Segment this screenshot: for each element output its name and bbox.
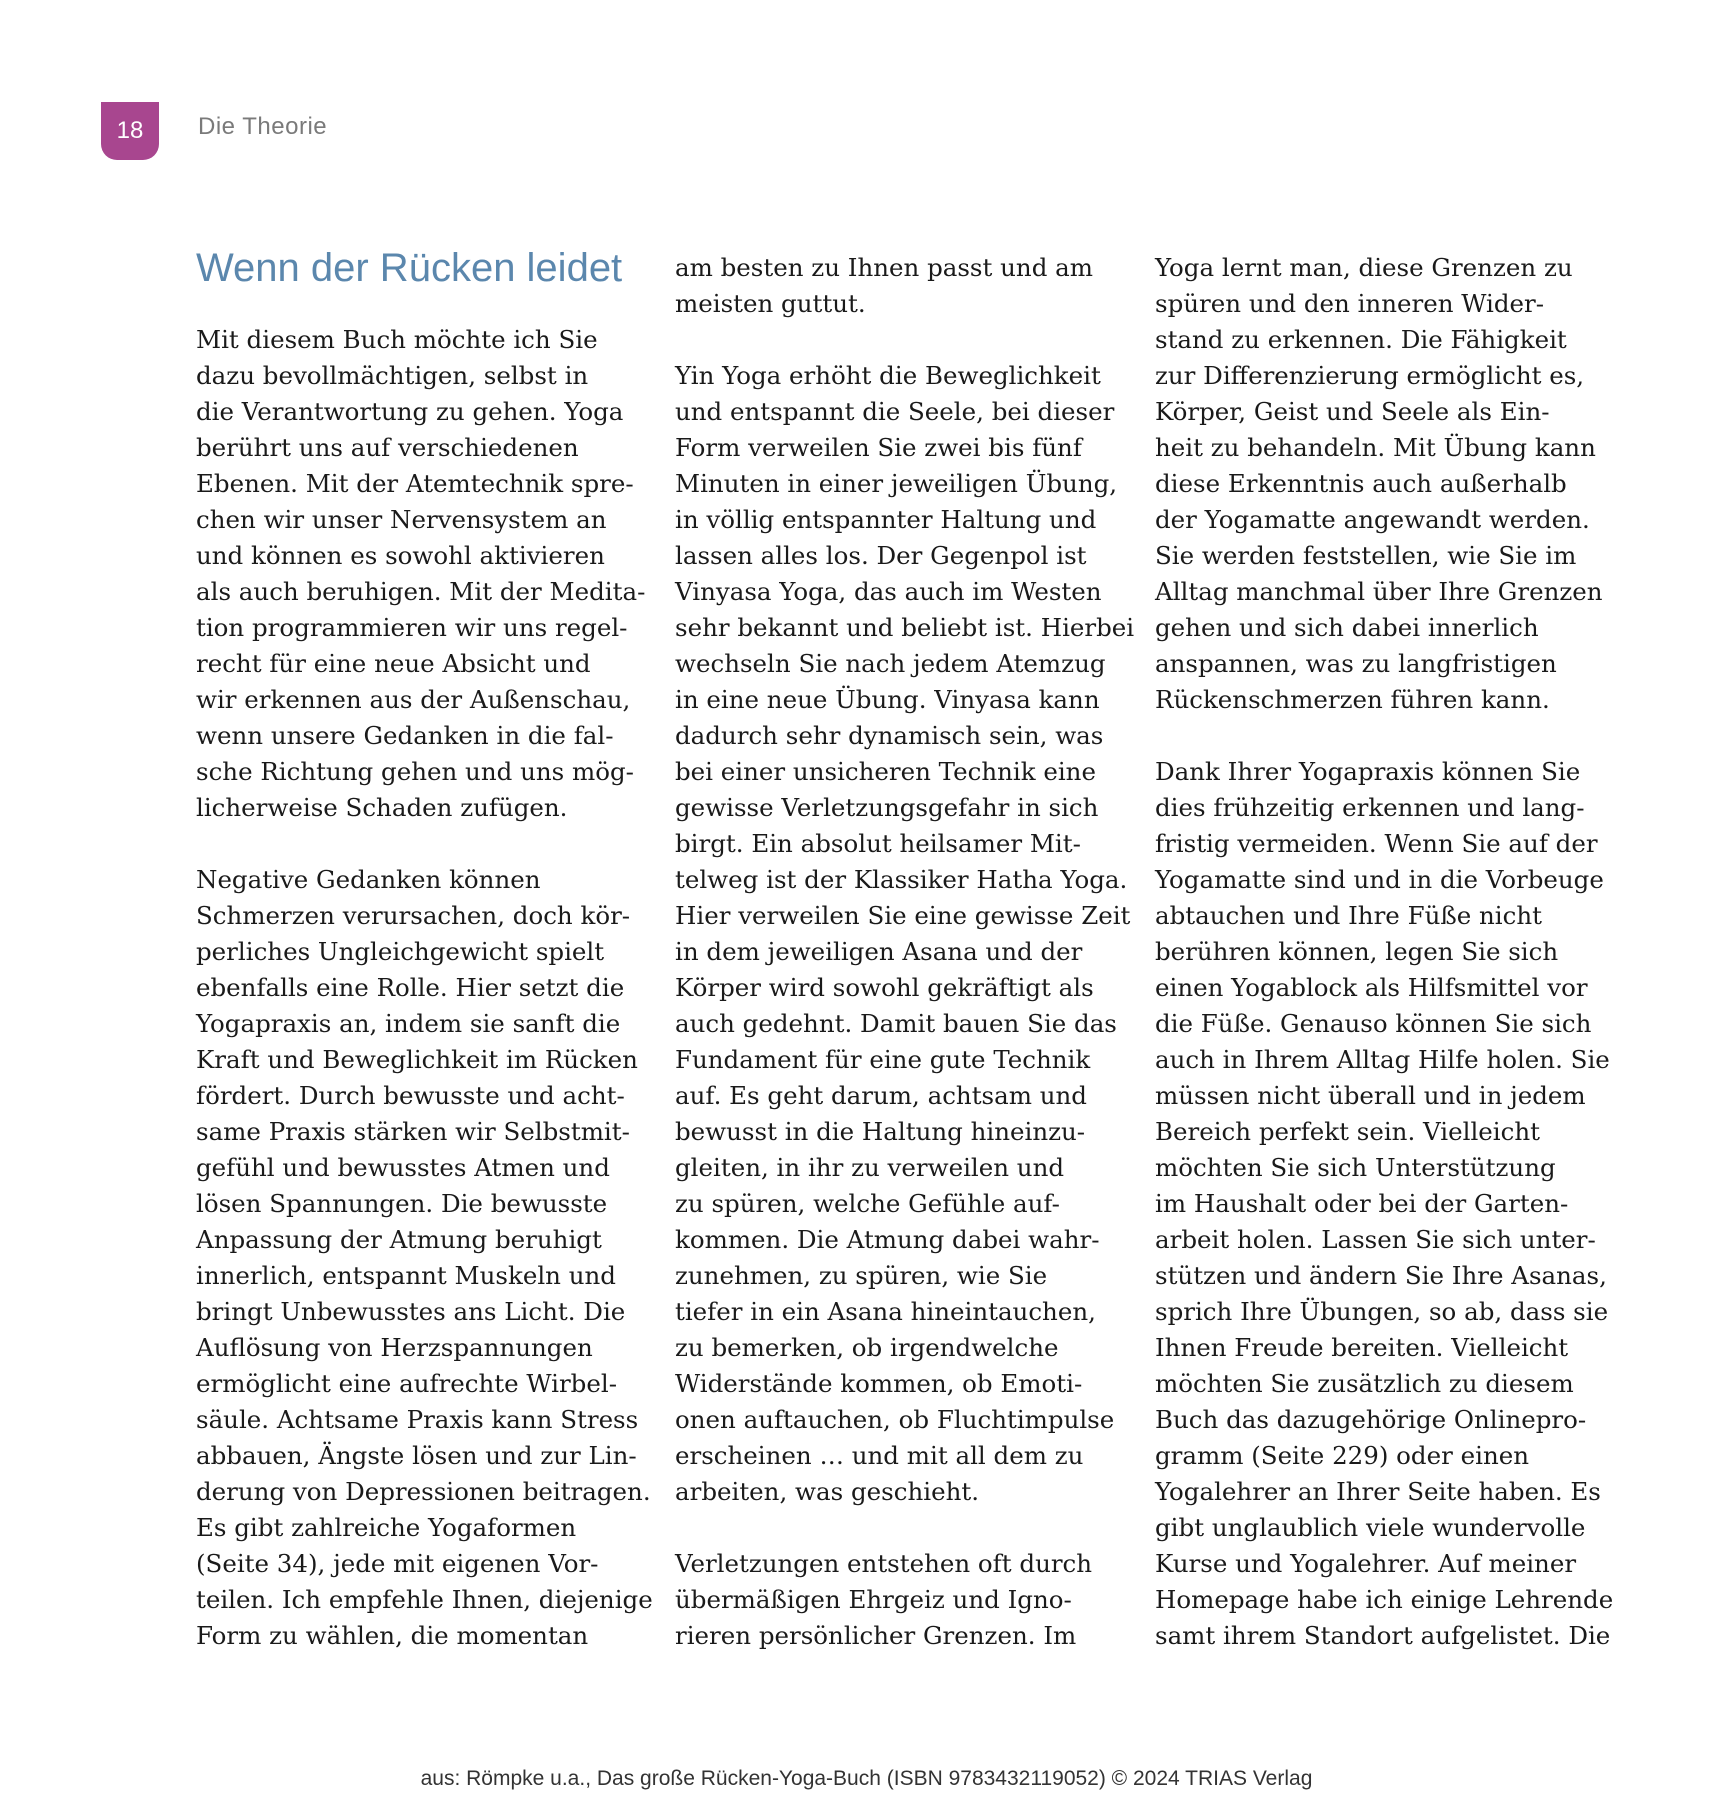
paragraph: Yin Yoga erhöht die Beweglichkeit und entspannt die Seele, bei dieser Form verweilen Sie zwei bis fünf Minuten in einer jeweiligen Übung, in völlig entspannter Haltung und lassen alles los. Der Gegenpol ist Vinyasa Yoga, das auch im Westen sehr bekannt und beliebt ist. Hierbei wechseln Sie nach jedem Atemzug in eine neue Übung. Vinyasa kann dadurch sehr dynamisch sein, was bei einer unsicheren Technik eine gewisse Verletzungsgefahr in sich birgt. Ein absolut heilsamer Mit- telweg ist der Klassiker Hatha Yoga. Hier verweilen Sie eine gewisse Zeit in dem jeweiligen Asana und der Körper wird sowohl gekräftigt als auch gedehnt. Damit bauen Sie das Fundament für eine gute Technik auf. Es geht darum, achtsam und bewusst in die Haltung hineinzu- gleiten, in ihr zu verweilen und zu spüren, welche Gefühle auf- kommen. Die Atmung dabei wahr- zunehmen, zu spüren, wie Sie tiefer in ein Asana hineintauchen, zu bemerken, ob irgendwelche Widerstände kommen, ob Emoti- onen auftauchen, ob Fluchtimpulse erscheinen … und mit all dem zu arbeiten, was geschieht. <box>675 361 1135 1506</box>
text-column-3 <box>1155 250 1613 1654</box>
paragraph: Dank Ihrer Yogapraxis können Sie dies frühzeitig erkennen und lang- fristig vermeiden. Wenn Sie auf der Yogamatte sind und in die Vorbeuge abtauchen und Ihre Füße nicht berühren können, legen Sie sich einen Yogablock als Hilfsmittel vor die Füße. Genauso können Sie sich auch in Ihrem Alltag Hilfe holen. Sie müssen nicht überall und in jedem Bereich perfekt sein. Vielleicht möchten Sie sich Unterstützung im Haushalt oder bei der Garten- arbeit holen. Lassen Sie sich unter- stützen und ändern Sie Ihre Asanas, sprich Ihre Übungen, so ab, dass sie Ihnen Freude bereiten. Vielleicht möchten Sie zusätzlich zu diesem Buch das dazugehörige Onlinepro- gramm (Seite 229) oder einen Yogalehrer an Ihrer Seite haben. Es gibt unglaublich viele wundervolle Kurse und Yogalehrer. Auf meiner Homepage habe ich einige Lehrende samt ihrem Standort aufgelistet. Die <box>1155 757 1614 1650</box>
paragraph: am besten zu Ihnen passt und am meisten guttut. <box>675 253 1094 318</box>
paragraph: Mit diesem Buch möchte ich Sie dazu bevollmächtigen, selbst in die Verantwortung zu gehen. Yoga berührt uns auf verschiedenen Ebenen. Mit der Atemtechnik spre- chen wir unser Nervensystem an und können es sowohl aktivieren als auch beruhigen. Mit der Medita- tion programmieren wir uns regel- recht für eine neue Absicht und wir erkennen aus der Außenschau, wenn unsere Gedanken in die fal- sche Richtung gehen und uns mög- licherweise Schaden zufügen. <box>196 325 646 822</box>
paragraph-spacer <box>675 1510 1134 1546</box>
section-heading: Wenn der Rücken leidet <box>196 246 623 290</box>
page-number: 18 <box>116 117 144 144</box>
paragraph: Yoga lernt man, diese Grenzen zu spüren und den inneren Wider- stand zu erkennen. Die Fähigkeit zur Differenzierung ermöglicht es, Körper, Geist und Seele als Ein- heit zu behandeln. Mit Übung kann diese Erkenntnis auch außerhalb der Yogamatte angewandt werden. Sie werden feststellen, wie Sie im Alltag manchmal über Ihre Grenzen gehen und sich dabei innerlich anspannen, was zu langfristigen Rückenschmerzen führen kann. <box>1155 253 1603 714</box>
paragraph-spacer <box>1155 718 1613 754</box>
paragraph-spacer <box>196 826 653 862</box>
paragraph: Negative Gedanken können Schmerzen verursachen, doch kör- perliches Ungleichgewicht spielt ebenfalls eine Rolle. Hier setzt die Yogapraxis an, indem sie sanft die Kraft und Beweglichkeit im Rücken fördert. Durch bewusste und acht- same Praxis stärken wir Selbstmit- gefühl und bewusstes Atmen und lösen Spannungen. Die bewusste Anpassung der Atmung beruhigt innerlich, entspannt Muskeln und bringt Unbewusstes ans Licht. Die Auflösung von Herzspannungen ermöglicht eine aufrechte Wirbel- säule. Achtsame Praxis kann Stress abbauen, Ängste lösen und zur Lin- derung von Depressionen beitragen. Es gibt zahlreiche Yogaformen (Seite 34), jede mit eigenen Vor- teilen. Ich empfehle Ihnen, diejenige Form zu wählen, die momentan <box>196 865 653 1650</box>
text-column-1 <box>196 322 653 1654</box>
page-number-badge <box>101 102 159 160</box>
running-head: Die Theorie <box>198 113 328 140</box>
paragraph-spacer <box>675 322 1134 358</box>
text-column-2 <box>675 250 1134 1654</box>
source-footer: aus: Römpke u.a., Das große Rücken-Yoga-Buch (ISBN 9783432119052) © 2024 TRIAS Verlag <box>420 1767 1313 1790</box>
paragraph: Verletzungen entstehen oft durch übermäßigen Ehrgeiz und Igno- rieren persönlicher Grenzen. Im <box>675 1549 1093 1650</box>
